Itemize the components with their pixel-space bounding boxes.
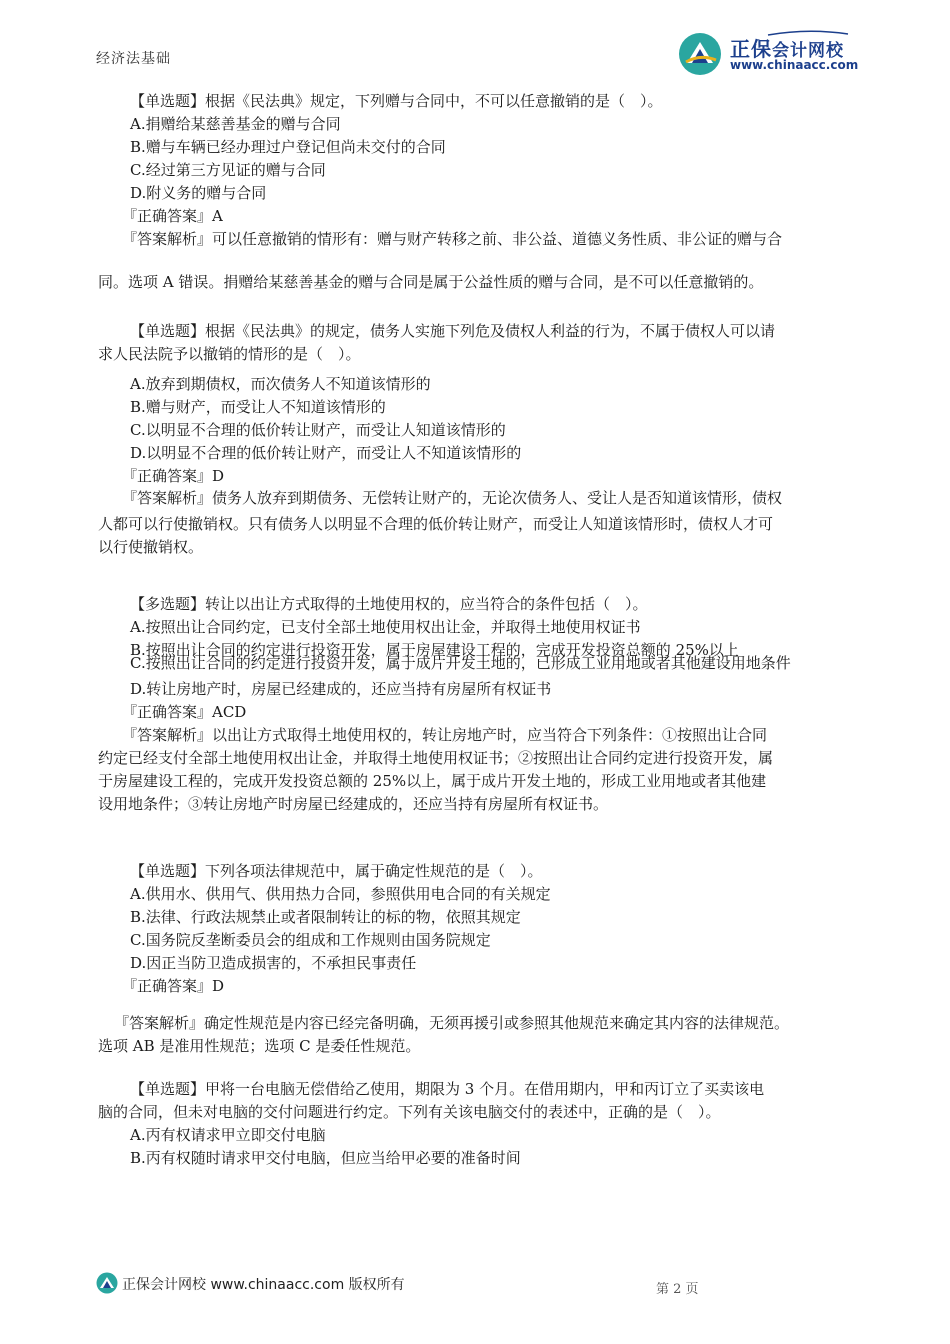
- q3-analysis-line2: 约定已经支付全部土地使用权出让金，并取得土地使用权证书；②按照出让合同约定进行投资开发，属: [98, 749, 774, 767]
- q3-stem: 【多选题】转让以出让方式取得的土地使用权的，应当符合的条件包括（ ）。: [130, 595, 648, 613]
- q2-option-c: C.以明显不合理的低价转让财产，而受让人知道该情形的: [130, 421, 506, 439]
- q5-option-a: A.丙有权请求甲立即交付电脑: [130, 1126, 326, 1144]
- q1-option-c: C.经过第三方见证的赠与合同: [130, 161, 326, 179]
- q4-option-c: C.国务院反垄断委员会的组成和工作规则由国务院规定: [130, 931, 491, 949]
- q3-option-d: D.转让房地产时，房屋已经建成的，还应当持有房屋所有权证书: [130, 680, 552, 698]
- footer-rights: 版权所有: [348, 1277, 405, 1293]
- footer-logo-icon: [96, 1272, 118, 1294]
- q2-stem-line1: 【单选题】根据《民法典》的规定，债务人实施下列危及债权人利益的行为，不属于债权人可以请: [130, 322, 776, 340]
- page-footer: [96, 1270, 496, 1298]
- q2-option-a: A.放弃到期债权，而次债务人不知道该情形的: [130, 375, 431, 393]
- q2-option-d: D.以明显不合理的低价转让财产，而受让人不知道该情形的: [130, 444, 522, 462]
- page-number-clipped: [656, 1282, 716, 1297]
- q1-option-d: D.附义务的赠与合同: [130, 184, 267, 202]
- brand-name-big: 正保: [730, 37, 772, 61]
- q4-analysis-line1: 『答案解析』确定性规范是内容已经完备明确，无须再援引或参照其他规范来确定其内容的法律规范。: [114, 1014, 790, 1032]
- footer-url[interactable]: www.chinaacc.com: [210, 1277, 345, 1293]
- q5-option-b: B.丙有权随时请求甲交付电脑，但应当给甲必要的准备时间: [130, 1149, 521, 1167]
- q4-answer: 『正确答案』D: [122, 977, 225, 995]
- q2-analysis-line2: 人都可以行使撤销权。只有债务人以明显不合理的低价转让财产，而受让人知道该情形时，债权人才可: [98, 515, 774, 533]
- q4-option-b: B.法律、行政法规禁止或者限制转让的标的物，依照其规定: [130, 908, 521, 926]
- running-title: 经济法基础: [96, 51, 171, 67]
- q5-stem-line2: 脑的合同，但未对电脑的交付问题进行约定。下列有关该电脑交付的表述中，正确的是（ ）。: [98, 1103, 721, 1121]
- q1-option-a: A.捐赠给某慈善基金的赠与合同: [130, 115, 341, 133]
- q4-option-d: D.因正当防卫造成损害的，不承担民事责任: [130, 954, 417, 972]
- q1-option-b: B.赠与车辆已经办理过户登记但尚未交付的合同: [130, 138, 446, 156]
- brand-logo-icon: [678, 32, 722, 76]
- q4-analysis-line2: 选项 AB 是准用性规范；选项 C 是委任性规范。: [98, 1037, 421, 1055]
- q3-analysis-line3: 于房屋建设工程的，完成开发投资总额的 25%以上，属于成片开发土地的，形成工业用地或者其他建: [98, 772, 767, 790]
- running-header: [96, 51, 228, 67]
- q4-stem: 【单选题】下列各项法律规范中，属于确定性规范的是（ ）。: [130, 862, 543, 880]
- brand-logo[interactable]: [678, 30, 868, 76]
- brand-name-rest: 会计网校: [772, 41, 844, 61]
- brand-url: www.chinaacc.com: [730, 58, 859, 72]
- q3-option-b: B.按照出让合同的约定进行投资开发，属于房屋建设工程的，完成开发投资总额的 25%以上: [130, 641, 739, 659]
- q5-stem-line1: 【单选题】甲将一台电脑无偿借给乙使用，期限为 3 个月。在借用期内，甲和丙订立了买卖该电: [130, 1080, 765, 1098]
- q1-analysis-line2: 同。选项 A 错误。捐赠给某慈善基金的赠与合同是属于公益性质的赠与合同，是不可以任意撤销的。: [98, 273, 764, 291]
- q3-option-c-clipped: [98, 652, 856, 672]
- q1-analysis-line1: 『答案解析』可以任意撤销的情形有：赠与财产转移之前、非公益、道德义务性质、非公证的赠与合: [122, 230, 783, 248]
- page-number: 第 2 页: [656, 1282, 699, 1297]
- q1-stem: 【单选题】根据《民法典》规定，下列赠与合同中，不可以任意撤销的是（ ）。: [130, 92, 663, 110]
- q4-option-a: A.供用水、供用气、供用热力合同，参照供用电合同的有关规定: [130, 885, 551, 903]
- q2-analysis-line3: 以行使撤销权。: [98, 538, 204, 556]
- q2-answer: 『正确答案』D: [122, 467, 225, 485]
- q2-option-b: B.赠与财产，而受让人不知道该情形的: [130, 398, 386, 416]
- q3-option-a: A.按照出让合同约定，已支付全部土地使用权出让金，并取得土地使用权证书: [130, 618, 641, 636]
- footer-brand: 正保会计网校: [122, 1277, 206, 1293]
- footer-text: [122, 1274, 405, 1294]
- q3-option-c: C.按照出让合同的约定进行投资开发，属于成片开发土地的，已形成工业用地或者其他建设用地条件: [130, 654, 791, 672]
- q3-option-b-clipped: [98, 639, 856, 659]
- q3-analysis-line1: 『答案解析』以出让方式取得土地使用权的，转让房地产时，应当符合下列条件：①按照出让合同: [122, 726, 768, 744]
- q2-stem-line2: 求人民法院予以撤销的情形的是（ ）。: [98, 345, 361, 363]
- q2-stem-line2-clipped: [98, 343, 856, 363]
- q3-analysis-line4: 设用地条件；③转让房地产时房屋已经建成的，还应当持有房屋所有权证书。: [98, 795, 609, 813]
- q2-analysis-line1-clipped: [98, 487, 856, 507]
- document-body: [98, 84, 856, 1170]
- q1-answer: 『正确答案』A: [122, 207, 223, 225]
- q3-answer: 『正确答案』ACD: [122, 703, 247, 721]
- q2-analysis-line1: 『答案解析』债务人放弃到期债务、无偿转让财产的，无论次债务人、受让人是否知道该情形，债权: [122, 489, 783, 507]
